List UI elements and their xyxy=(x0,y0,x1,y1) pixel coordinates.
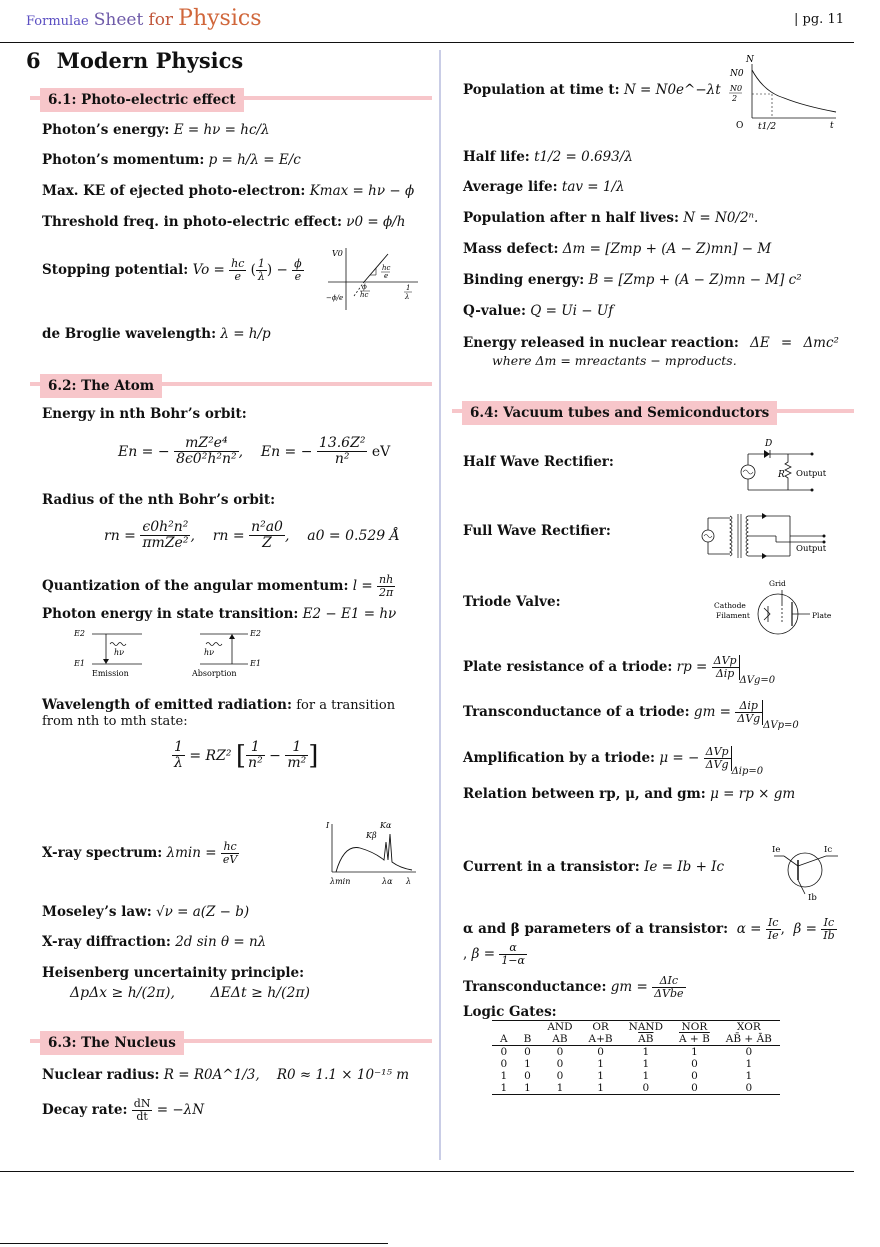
arrow-head xyxy=(229,634,235,639)
radius-orbit-line xyxy=(42,492,275,508)
xint-den: hc xyxy=(360,291,369,299)
label: Mass defect: xyxy=(463,241,559,257)
cell: 0 xyxy=(556,1046,564,1058)
header-cell xyxy=(492,1021,516,1034)
n-label: N xyxy=(746,55,754,65)
section-name: Modern Physics xyxy=(56,48,244,73)
equals: = xyxy=(780,335,793,351)
subsection-heading-6-1: 6.1: Photo-electric effect xyxy=(40,88,244,112)
thalf-label: t1/2 xyxy=(758,122,777,132)
ka-label: Kα xyxy=(380,821,392,830)
fraction: $\frac{1}{\text{m²}}$ xyxy=(287,739,307,772)
t-label: t xyxy=(830,121,834,131)
ac-wave xyxy=(704,535,712,538)
lhs: gm = xyxy=(610,979,648,996)
cell: 1 xyxy=(581,1082,621,1095)
fraction: $\frac{\text{mZ²e⁴}}{\text{8ϵ0²h²n²}}$ xyxy=(176,435,237,468)
formula: Δm = [Zmp + (A − Z)mn] − M xyxy=(562,241,772,257)
expression-row xyxy=(492,1033,780,1046)
header-cell: $\overline{AB}$ xyxy=(621,1033,671,1046)
label: Energy released in nuclear reaction: xyxy=(463,335,739,351)
cell: 1 xyxy=(597,1058,604,1070)
xray-spectrum-line xyxy=(42,841,239,866)
formula: p = h/λ = E/c xyxy=(208,152,301,168)
header-cell: A+B xyxy=(581,1033,621,1046)
bohr-radius: a0 = 0.529 Å xyxy=(307,527,400,544)
formula: E = hν = hc/λ xyxy=(173,122,270,138)
output-label: Output xyxy=(796,544,827,554)
header-cell xyxy=(516,1021,540,1034)
cell: 1 xyxy=(492,1082,516,1095)
e2-label: E2 xyxy=(250,629,261,638)
fraction: $\frac{\text{ϵ0h²n²}}{\text{πmZe²}}$ xyxy=(142,519,189,552)
stopping-potential-line: Stopping potential: Vo = $\frac{hc}{e}$ ( $\frac{1}{\lambda}$ ) − $\frac{\phi}{e}$ xyxy=(42,257,302,284)
table-row xyxy=(492,1082,780,1095)
formula: N = N0/2ⁿ. xyxy=(683,210,759,226)
label: Decay rate: xyxy=(42,1102,128,1119)
formula: t1/2 = 0.693/λ xyxy=(534,149,633,165)
origin-label: O xyxy=(736,121,744,131)
cell: 0 xyxy=(691,1058,698,1070)
half-wave-line xyxy=(463,454,614,470)
photon-energy-line xyxy=(42,122,270,138)
ac-wave xyxy=(743,470,753,474)
column-divider xyxy=(439,50,441,1160)
e1-label: E1 xyxy=(74,659,85,668)
filament-label: Filament xyxy=(716,611,750,620)
formula: √ν = a(Z − b) xyxy=(155,904,250,920)
terminal xyxy=(823,535,826,538)
output-label: Output xyxy=(796,469,827,479)
ic-label: Ic xyxy=(824,845,833,855)
label: Logic Gates: xyxy=(463,1004,557,1020)
header-cell: AB xyxy=(539,1033,580,1046)
table-row xyxy=(492,1058,780,1070)
label: X-ray spectrum: xyxy=(42,845,163,862)
table-row xyxy=(492,1070,780,1082)
cell: 1 xyxy=(516,1082,540,1095)
population-line xyxy=(463,82,721,98)
lhs: λmin = xyxy=(166,845,217,862)
label: Transconductance of a triode: xyxy=(463,704,690,721)
average-life-line xyxy=(463,179,625,195)
formula-1: ΔpΔx ≥ h/(2π), xyxy=(70,985,175,1001)
d-label: D xyxy=(765,439,773,449)
fraction: $\frac{1}{\lambda}$ xyxy=(174,739,183,772)
formula: tav = 1/λ xyxy=(561,179,625,195)
primary-coil xyxy=(730,516,732,556)
label: Energy in nth Bohr’s orbit: xyxy=(42,406,247,422)
decay-rate-line xyxy=(42,1098,204,1123)
radius-orbit-formula: rn = $\frac{\text{ϵ0h²n²}}{\text{πmZe²}}$ , rn = $\frac{\text{n²a0}}{Z}$ , a0 = 0.529 Å xyxy=(104,519,400,552)
subsection-heading-6-3: 6.3: The Nucleus xyxy=(40,1031,184,1055)
beta-lhs: β = xyxy=(793,921,817,938)
secondary-coil xyxy=(746,516,748,556)
header-cell: OR xyxy=(581,1021,621,1034)
energy-orbit-line xyxy=(42,406,247,422)
terminal xyxy=(811,453,814,456)
cell: 1 xyxy=(642,1070,650,1082)
label: Nuclear radius: xyxy=(42,1067,160,1083)
subsection-heading-6-2: 6.2: The Atom xyxy=(40,374,162,398)
arrow-head xyxy=(103,659,109,664)
after-half-lives-line xyxy=(463,210,758,226)
label: Transconductance: xyxy=(463,979,607,996)
energy-orbit-formula: En = − $\frac{\text{mZ²e⁴}}{\text{8ϵ0²h²n²}}$ , En = − $\frac{\text{13.6Z²}}{\text{n²}}$ eV xyxy=(118,435,391,468)
header-cell: AB̄ + ĀB xyxy=(718,1033,780,1046)
fraction: $\frac{dN}{dt}$ xyxy=(133,1097,151,1124)
unit: eV xyxy=(371,443,391,460)
lhs: μ = − xyxy=(659,750,700,767)
formula: Kmax = hν − ϕ xyxy=(309,183,415,199)
lhs: rp = xyxy=(676,659,708,676)
nuclear-radius-line xyxy=(42,1067,409,1083)
threshold-line xyxy=(42,214,405,230)
full-wave-rectifier-circuit xyxy=(700,508,842,568)
angular-momentum-line xyxy=(42,574,395,599)
heisenberg-formula xyxy=(70,985,310,1001)
label: Quantization of the angular momentum: xyxy=(42,578,349,595)
filament xyxy=(764,608,770,620)
formula: λ = h/p xyxy=(220,326,271,342)
fraction: $\frac{\text{Δip}}{\text{ΔVg}}$ xyxy=(735,700,763,725)
decay-graph xyxy=(724,52,844,136)
ib-label: Ib xyxy=(808,893,817,902)
formula: Q = Ui − Uf xyxy=(530,303,614,319)
xray-spectrum-graph xyxy=(322,814,422,888)
formula: μ = rp × gm xyxy=(710,786,796,802)
mass-defect-line xyxy=(463,241,771,257)
condition: Δip=0 xyxy=(731,766,764,778)
cell: 0 xyxy=(524,1046,531,1058)
rhs: = RZ² xyxy=(189,747,232,764)
condition: ΔVg=0 xyxy=(739,675,776,687)
fraction: $\frac{Ic}{Ib}$ xyxy=(823,916,835,943)
heisenberg-line xyxy=(42,965,304,981)
hv-label: hν xyxy=(204,648,215,657)
delta-e: ΔE xyxy=(750,335,770,351)
relation-line xyxy=(463,786,795,802)
fraction: $\frac{Ic}{Ie}$ xyxy=(767,916,779,943)
cell: 1 xyxy=(745,1070,753,1082)
photon-momentum-line xyxy=(42,152,301,168)
lmin-label: λmin xyxy=(330,877,351,886)
yint-label: −ϕ/e xyxy=(326,294,344,302)
kb-label: Kβ xyxy=(366,831,377,840)
graph-v0-label: V0 xyxy=(332,249,343,258)
cell: 1 xyxy=(642,1046,650,1058)
label: α and β parameters of a transistor: xyxy=(463,921,729,938)
condition: ΔVp=0 xyxy=(763,720,799,732)
page-number: | pg. 11 xyxy=(794,12,844,27)
q-value-line xyxy=(463,303,613,319)
text: for a transition from nth to mth state: xyxy=(42,698,396,729)
formula: Ie = Ib + Ic xyxy=(644,859,725,875)
diode-symbol xyxy=(764,450,770,458)
l-label: λ xyxy=(406,877,412,886)
label: Half life: xyxy=(463,149,530,165)
header-title xyxy=(26,6,262,31)
formula: ν0 = ϕ/h xyxy=(346,214,406,230)
fraction: $\frac{\text{ΔVp}}{\text{Δip}}$ xyxy=(712,655,740,680)
formula-2: ΔEΔt ≥ h/(2π) xyxy=(210,985,311,1001)
x-num: 1 xyxy=(406,284,411,292)
header-cell: B xyxy=(516,1033,540,1046)
cell: 1 xyxy=(500,1070,508,1082)
cathode-label: Cathode xyxy=(714,601,746,610)
label: de Broglie wavelength: xyxy=(42,326,217,342)
wavelength-formula: $\frac{1}{\lambda}$ = RZ² [ $\frac{1}{\text{n²}}$ − $\frac{1}{\text{m²}}$ ] xyxy=(174,739,319,772)
fraction: $\frac{hc}{e}$ xyxy=(231,257,245,284)
transistor-diagram xyxy=(764,838,846,902)
fraction: $\frac{\phi}{e}$ xyxy=(294,257,302,284)
header-cell: A + B xyxy=(671,1033,718,1046)
label: Max. KE of ejected photo-electron: xyxy=(42,183,306,199)
cell: 0 xyxy=(556,1070,564,1082)
formula: E2 − E1 = hν xyxy=(302,606,397,622)
label: Average life: xyxy=(463,179,558,195)
formula: R = R0A^1/3, xyxy=(163,1067,260,1083)
header-word-for: for xyxy=(148,10,174,30)
table-row xyxy=(492,1046,780,1059)
label: Heisenberg uncertainity principle: xyxy=(42,965,305,981)
alpha-beta-line: α and β parameters of a transistor: α = $\frac{Ic}{Ie}$ , β = $\frac{Ic}{Ib}$ , β = $\frac{\alpha}{1-\alpha}$ xyxy=(463,916,835,968)
header-word-physics: Physics xyxy=(178,6,262,31)
header-cell: NOR xyxy=(671,1021,718,1034)
cell: 1 xyxy=(597,1070,604,1082)
binding-energy-line xyxy=(463,272,802,288)
fraction: $\frac{nh}{2\pi}$ xyxy=(378,573,394,600)
logic-gates-line xyxy=(463,1004,557,1020)
label: Population at time t: xyxy=(463,82,620,98)
logic-gates-table xyxy=(492,1020,780,1095)
photon-wave xyxy=(110,643,126,646)
slope-den: e xyxy=(384,272,389,280)
diode-symbol xyxy=(762,553,767,559)
fraction: $\frac{\text{ΔIc}}{\text{ΔVbe}}$ xyxy=(654,974,684,1001)
plate-label: Plate xyxy=(812,611,832,620)
e2-label: E2 xyxy=(74,629,85,638)
hv-label: hν xyxy=(114,648,125,657)
beta2-lhs: β = xyxy=(471,946,496,963)
transistor-body xyxy=(788,853,822,887)
label: Binding energy: xyxy=(463,272,585,288)
r-label: R xyxy=(778,470,785,480)
cell: 0 xyxy=(671,1082,718,1095)
cell: 1 xyxy=(691,1046,698,1058)
amplification-line xyxy=(463,746,763,777)
ie-label: Ie xyxy=(772,845,781,855)
transconductance-line xyxy=(463,975,686,1000)
header-cell: NAND xyxy=(621,1021,671,1034)
cell: 1 xyxy=(524,1058,531,1070)
alpha-lhs: α = xyxy=(736,921,762,938)
energy-released-where: where Δm = mreactants − mproducts. xyxy=(492,353,737,368)
fraction: $\frac{hc}{eV}$ xyxy=(222,840,238,867)
emitter-lead xyxy=(784,856,798,866)
moseley-line xyxy=(42,904,249,920)
transistor-current-line xyxy=(463,859,724,875)
cell: 0 xyxy=(500,1058,508,1070)
plate-resistance-line xyxy=(463,655,775,686)
cell: 1 xyxy=(745,1058,753,1070)
label: Stopping potential: xyxy=(42,262,189,279)
xint-num: ϕ xyxy=(362,283,367,291)
fraction: $\frac{\text{n²a0}}{Z}$ xyxy=(251,519,283,552)
header-word-sheet: Sheet xyxy=(93,10,144,30)
n0-label: N0 xyxy=(730,69,744,79)
label: Plate resistance of a triode: xyxy=(463,659,673,676)
grid-label: Grid xyxy=(769,579,786,588)
resistor xyxy=(785,454,791,490)
cell: 0 xyxy=(597,1046,604,1058)
rhs: = −λN xyxy=(156,1102,205,1119)
slope-num: hc xyxy=(382,264,391,272)
la-label: λα xyxy=(382,877,393,886)
formula: N = N0e^−λt xyxy=(623,82,721,98)
emission-label: Emission xyxy=(92,669,129,678)
lhs: En = − xyxy=(260,443,313,460)
formula: 2d sin θ = nλ xyxy=(175,934,267,950)
collector-lead xyxy=(798,856,826,866)
footer-rule xyxy=(0,1171,854,1172)
lhs: En = − xyxy=(118,443,170,460)
label: Photon’s momentum: xyxy=(42,152,205,168)
lhs: l = xyxy=(352,578,373,595)
label: Threshold freq. in photo-electric effect: xyxy=(42,214,342,230)
x-den: λ xyxy=(405,293,410,301)
max-ke-line xyxy=(42,183,414,199)
header-cell: XOR xyxy=(718,1021,780,1034)
label: Amplification by a triode: xyxy=(463,750,656,767)
lhs: rn = xyxy=(212,527,245,544)
half-wave-rectifier-circuit xyxy=(732,436,842,496)
half-life-line xyxy=(463,149,633,165)
fraction: $\frac{\text{ΔVp}}{\text{ΔVg}}$ xyxy=(704,746,732,771)
fraction: $\frac{\text{13.6Z²}}{\text{n²}}$ xyxy=(318,435,366,468)
transition-line xyxy=(42,606,396,622)
debroglie-line xyxy=(42,326,271,342)
n0half-num: N0 xyxy=(730,84,743,93)
delta-mc2: Δmc² xyxy=(803,335,839,351)
triode-valve-diagram xyxy=(712,576,842,640)
section-title xyxy=(26,48,259,73)
cell: 0 xyxy=(745,1046,753,1058)
subsection-heading-6-4: 6.4: Vacuum tubes and Semiconductors xyxy=(462,401,777,425)
transconductance-triode-line xyxy=(463,700,799,731)
diode-symbol xyxy=(762,513,767,519)
label: Population after n half lives: xyxy=(463,210,679,226)
label: Half Wave Rectifier: xyxy=(463,454,614,470)
header-rule xyxy=(0,42,854,43)
cell: 0 xyxy=(691,1070,698,1082)
terminal xyxy=(811,489,814,492)
header-word-formulae: Formulae xyxy=(26,14,89,29)
decay-curve xyxy=(752,70,836,112)
lhs: gm = xyxy=(693,704,731,721)
n0half-den: 2 xyxy=(732,94,738,103)
cell: 0 xyxy=(621,1082,671,1095)
label: Wavelength of emitted radiation: xyxy=(42,697,292,713)
energy-released-line xyxy=(463,335,839,351)
absorption-label: Absorption xyxy=(192,669,237,678)
label: Moseley’s law: xyxy=(42,904,152,920)
label: Photon’s energy: xyxy=(42,122,170,138)
header-cell: A xyxy=(492,1033,516,1046)
e1-label: E1 xyxy=(250,659,261,668)
formula: B = [Zmp + (A − Z)mn − M] c² xyxy=(588,272,802,288)
formula-2: R0 ≈ 1.1 × 10⁻¹⁵ m xyxy=(276,1067,410,1083)
emission-absorption-diagram xyxy=(72,624,272,682)
lhs: rn = xyxy=(104,527,136,544)
label: X-ray diffraction: xyxy=(42,934,171,950)
stopping-potential-graph xyxy=(326,244,426,314)
cell: 1 xyxy=(539,1082,580,1095)
cell: 0 xyxy=(524,1070,531,1082)
cell: 0 xyxy=(500,1046,508,1058)
photon-wave xyxy=(206,643,222,646)
label: Relation between rp, μ, and gm: xyxy=(463,786,706,802)
label: Full Wave Rectifier: xyxy=(463,523,611,539)
section-number: 6 xyxy=(26,48,41,73)
header-cell: AND xyxy=(539,1021,580,1034)
label: Triode Valve: xyxy=(463,594,561,610)
diffraction-line xyxy=(42,934,266,950)
i-label: I xyxy=(326,821,330,830)
cell: 0 xyxy=(718,1082,780,1095)
cell: 1 xyxy=(642,1058,650,1070)
full-wave-line xyxy=(463,523,611,539)
formula: Vo = xyxy=(192,262,225,279)
label: Photon energy in state transition: xyxy=(42,606,299,622)
cell: 0 xyxy=(556,1058,564,1070)
triode-line xyxy=(463,594,561,610)
footer-rule-short xyxy=(0,1243,388,1244)
fraction: $\frac{1}{\lambda}$ xyxy=(257,257,265,284)
label: Radius of the nth Bohr’s orbit: xyxy=(42,492,276,508)
fraction: $\frac{1}{\text{n²}}$ xyxy=(248,739,263,772)
wavelength-line xyxy=(42,697,420,729)
label: Current in a transistor: xyxy=(463,859,640,875)
gate-name-row xyxy=(492,1021,780,1034)
label: Q-value: xyxy=(463,303,526,319)
fraction: $\frac{\alpha}{1-\alpha}$ xyxy=(501,941,525,968)
